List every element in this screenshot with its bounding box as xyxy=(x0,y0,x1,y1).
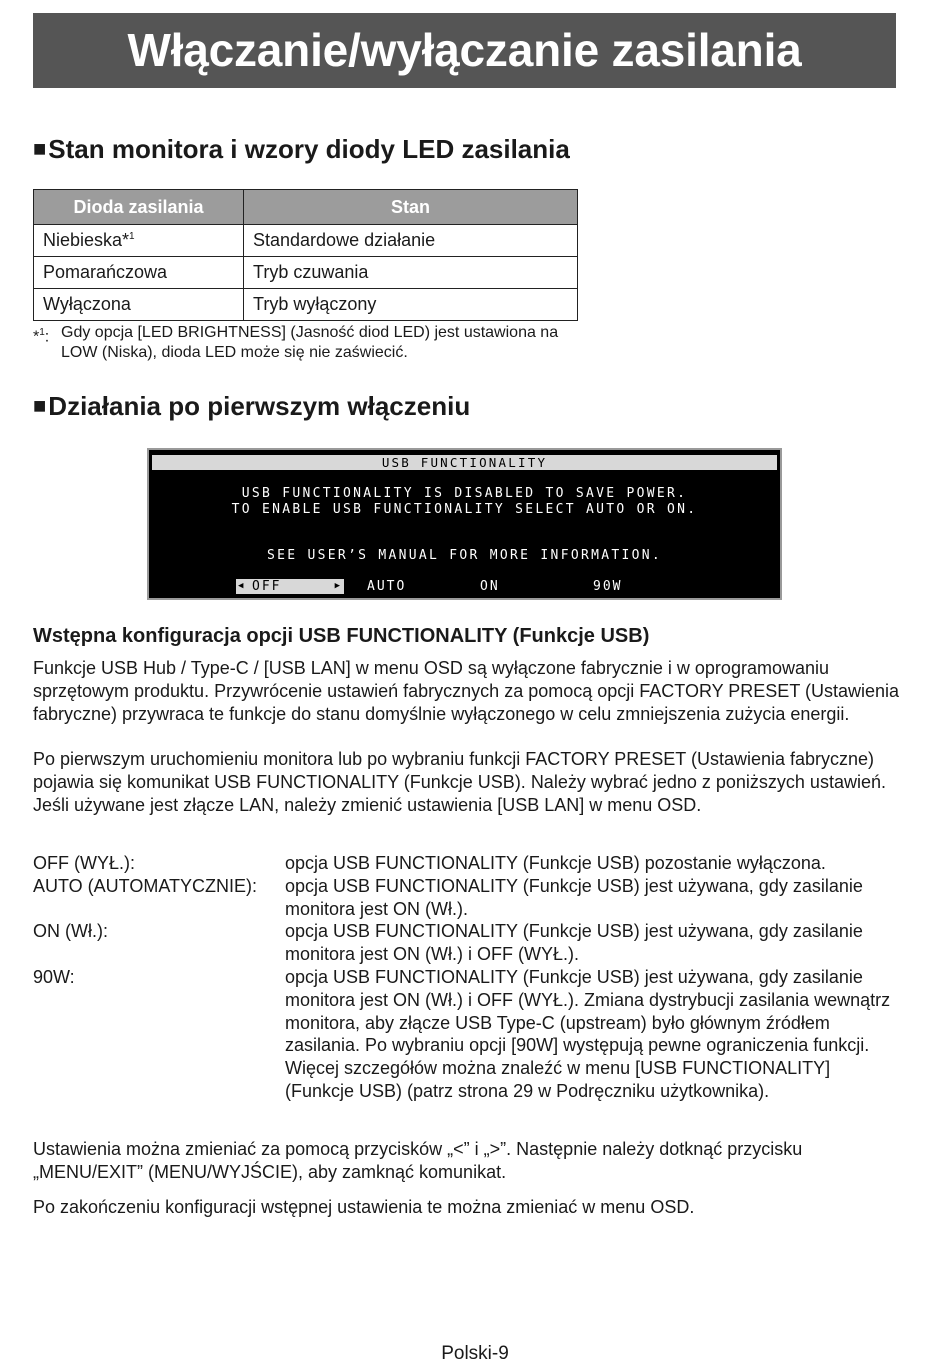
osd-option-90w[interactable]: 90W xyxy=(593,579,623,594)
table-cell-led xyxy=(34,225,244,257)
footnote xyxy=(33,323,593,363)
table-row xyxy=(34,225,578,257)
table-header-row xyxy=(34,190,578,225)
definition-desc: opcja USB FUNCTIONALITY (Funkcje USB) jest używana, gdy zasilanie monitora jest ON (Wł.). xyxy=(285,875,863,919)
table-cell-led: Wyłączona xyxy=(34,289,244,321)
section-heading-first-power-text: Działania po pierwszym włączeniu xyxy=(48,391,471,421)
footnote-text: Gdy opcja [LED BRIGHTNESS] (Jasność diod LED) jest ustawiona na LOW (Niska), dioda LED może się nie zaświecić. xyxy=(61,324,559,361)
section-heading-first-power xyxy=(33,391,470,422)
osd-options xyxy=(149,578,780,595)
paragraph-intro: Funkcje USB Hub / Type-C / [USB LAN] w menu OSD są wyłączone fabrycznie i w oprogramowaniu sprzętowym produktu. Przywrócenie ustawień fabrycznych za pomocą opcji FACTORY PRESET (Ustawienia fabryczne) przywraca te funkcje do stanu domyślnie wyłączonego w celu zmniejszenia zużycia energii. xyxy=(33,658,900,724)
paragraph-after-setup: Po zakończeniu konfiguracji wstępnej ustawienia te można zmieniać w menu OSD. xyxy=(33,1197,695,1217)
footnote-mark-sup: 1 xyxy=(39,327,45,338)
led-status-table xyxy=(33,189,578,321)
osd-title: USB FUNCTIONALITY xyxy=(152,455,777,470)
definition-desc: opcja USB FUNCTIONALITY (Funkcje USB) jest używana, gdy zasilanie monitora jest ON (Wł.) i OFF (WYŁ.). Zmiana dystrybucji zasilania wewnątrz monitora, aby złącze USB Type-C (upstream) było głównym źródłem zasilania. Po wybraniu opcji [90W] występują pewne ograniczenia funkcji. Więcej szczegółów można znaleźć w menu [USB FUNCTIONALITY] (Funkcje USB) (patrz strona 29 w Podręczniku użytkownika). xyxy=(285,966,891,1101)
table-row xyxy=(34,257,578,289)
table-cell-state: Tryb wyłączony xyxy=(244,289,578,321)
section-heading-led xyxy=(33,134,570,165)
osd-option-label: OFF xyxy=(252,579,282,594)
table-cell-state: Standardowe działanie xyxy=(244,225,578,257)
osd-option-off[interactable] xyxy=(236,579,344,594)
table-header-led: Dioda zasilania xyxy=(34,190,244,225)
table-cell-led: Pomarańczowa xyxy=(34,257,244,289)
osd-message-line-1: USB FUNCTIONALITY IS DISABLED TO SAVE POWER. xyxy=(241,486,688,501)
paragraph-first-start: Po pierwszym uruchomieniu monitora lub po wybraniu funkcji FACTORY PRESET (Ustawienia fabryczne) pojawia się komunikat USB FUNCTIONALITY (Funkcje USB). Należy wybrać jedno z poniższych ustawień. Jeśli używane jest złącze LAN, należy zmienić ustawienia [USB LAN] w menu OSD. xyxy=(33,749,886,815)
definition-item xyxy=(33,852,913,875)
footnote-ref: 1 xyxy=(129,231,135,242)
footnote-mark-suffix: : xyxy=(44,328,50,346)
osd-option-on[interactable]: ON xyxy=(480,579,500,594)
definition-term: OFF (WYŁ.): xyxy=(33,853,135,873)
definition-item xyxy=(33,966,913,1103)
section-heading-led-text: Stan monitora i wzory diody LED zasilania xyxy=(48,134,570,164)
footnote-mark xyxy=(33,323,49,347)
osd-option-auto[interactable]: AUTO xyxy=(367,579,407,594)
table-row xyxy=(34,289,578,321)
square-bullet-icon: ■ xyxy=(33,136,47,161)
definition-item xyxy=(33,875,913,921)
subheading-usb-config: Wstępna konfiguracja opcji USB FUNCTIONALITY (Funkcje USB) xyxy=(33,625,650,647)
definition-term: AUTO (AUTOMATYCZNIE): xyxy=(33,875,258,896)
led-name: Niebieska* xyxy=(43,230,130,250)
right-arrow-icon: ▶ xyxy=(334,581,342,591)
footnote-mark-prefix: * xyxy=(33,328,40,346)
square-bullet-icon: ■ xyxy=(33,393,47,418)
page-title: Włączanie/wyłączanie zasilania xyxy=(33,13,896,88)
definition-desc: opcja USB FUNCTIONALITY (Funkcje USB) jest używana, gdy zasilanie monitora jest ON (Wł.) i OFF (WYŁ.). xyxy=(285,921,863,965)
definition-item xyxy=(33,920,913,966)
definition-list xyxy=(33,852,913,1103)
definition-desc: opcja USB FUNCTIONALITY (Funkcje USB) pozostanie wyłączona. xyxy=(285,853,826,873)
osd-message-line-2: TO ENABLE USB FUNCTIONALITY SELECT AUTO OR ON. xyxy=(231,502,698,517)
table-header-state: Stan xyxy=(244,190,578,225)
osd-message-line-3: SEE USER’S MANUAL FOR MORE INFORMATION. xyxy=(267,548,662,563)
table-cell-state: Tryb czuwania xyxy=(244,257,578,289)
definition-term: 90W: xyxy=(33,966,75,987)
osd-screenshot xyxy=(147,448,782,600)
definition-term: ON (Wł.): xyxy=(33,921,108,942)
page-number: Polski-9 xyxy=(441,1343,509,1364)
paragraph-buttons: Ustawienia można zmieniać za pomocą przycisków „<” i „>”. Następnie należy dotknąć przycisku „MENU/EXIT” (MENU/WYJŚCIE), aby zamknąć komunikat. xyxy=(33,1139,803,1182)
left-arrow-icon: ◀ xyxy=(238,581,246,591)
